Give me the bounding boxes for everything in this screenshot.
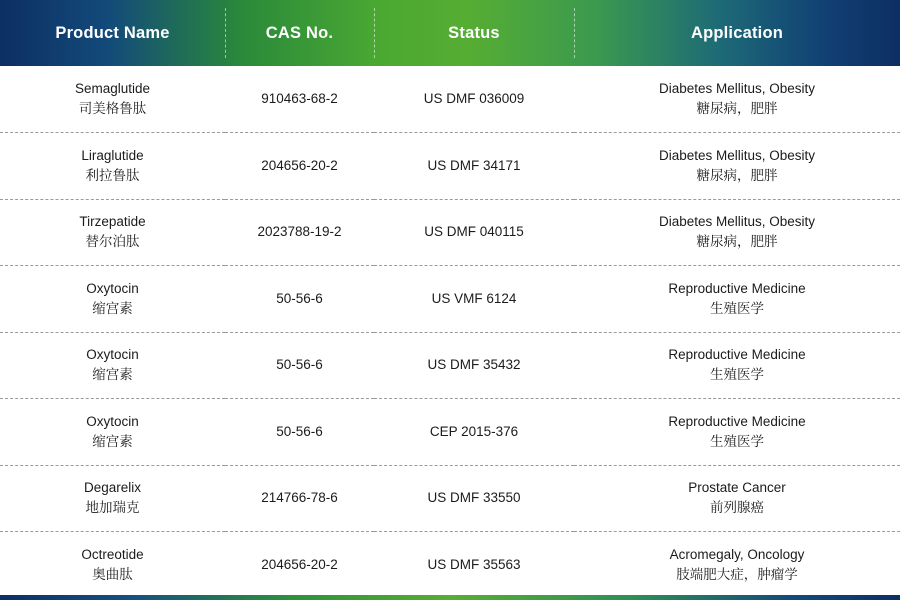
status-cell: US VMF 6124 bbox=[374, 266, 574, 333]
bottom-accent-bar bbox=[0, 595, 900, 600]
application-zh: 生殖医学 bbox=[710, 300, 764, 316]
product-name-zh: 地加瑞克 bbox=[85, 500, 140, 516]
product-name-zh: 缩宫素 bbox=[92, 433, 133, 449]
status-cell: US DMF 34171 bbox=[374, 133, 574, 200]
product-name-cell bbox=[0, 199, 225, 266]
application-zh: 生殖医学 bbox=[710, 367, 764, 383]
table-row bbox=[0, 465, 900, 532]
application-cell bbox=[574, 399, 900, 466]
application-zh: 肢端肥大症，肿瘤学 bbox=[676, 567, 798, 582]
product-name-cell bbox=[0, 266, 225, 333]
product-name-zh: 缩宫素 bbox=[92, 300, 133, 316]
status-cell: US DMF 040115 bbox=[374, 199, 574, 266]
column-header-cas-no: CAS No. bbox=[225, 0, 374, 66]
product-name-zh: 缩宫素 bbox=[92, 367, 133, 383]
column-header-status: Status bbox=[374, 0, 574, 66]
status-cell: US DMF 35563 bbox=[427, 556, 521, 572]
table-body bbox=[0, 66, 900, 598]
application-zh: 糖尿病，肥胖 bbox=[696, 167, 778, 183]
application-cell bbox=[574, 199, 900, 266]
product-name-en: Oxytocin bbox=[86, 413, 139, 429]
product-name-cell bbox=[0, 465, 225, 532]
application-cell bbox=[574, 532, 900, 599]
application-en: Acromegaly, Oncology bbox=[669, 546, 805, 562]
application-zh: 前列腺癌 bbox=[710, 500, 764, 516]
application-en: Reproductive Medicine bbox=[668, 347, 806, 363]
product-name-en: Tirzepatide bbox=[79, 214, 146, 230]
table-header bbox=[0, 0, 900, 66]
product-name-zh: 奥曲肽 bbox=[92, 567, 133, 582]
table-row bbox=[0, 532, 900, 599]
cas-no-cell: 204656-20-2 bbox=[261, 556, 338, 572]
column-header-product-name: Product Name bbox=[55, 23, 170, 42]
table-row bbox=[0, 133, 900, 200]
application-en: Reproductive Medicine bbox=[668, 413, 806, 429]
application-zh: 糖尿病，肥胖 bbox=[696, 101, 778, 116]
application-cell bbox=[574, 66, 900, 133]
product-name-en: Liraglutide bbox=[81, 147, 144, 163]
product-name-en: Oxytocin bbox=[86, 347, 139, 363]
table-row bbox=[0, 399, 900, 466]
cas-no-cell: 214766-78-6 bbox=[225, 465, 374, 532]
status-cell: CEP 2015-376 bbox=[374, 399, 574, 466]
application-en: Prostate Cancer bbox=[688, 480, 786, 496]
status-cell: US DMF 036009 bbox=[374, 66, 574, 133]
product-name-en: Oxytocin bbox=[86, 280, 139, 296]
product-name-cell bbox=[0, 399, 225, 466]
product-name-cell bbox=[0, 332, 225, 399]
product-name-cell bbox=[0, 66, 225, 133]
table-row bbox=[0, 266, 900, 333]
status-cell: US DMF 35432 bbox=[374, 332, 574, 399]
cas-no-cell: 910463-68-2 bbox=[225, 66, 374, 133]
application-en: Diabetes Mellitus, Obesity bbox=[658, 214, 816, 230]
table-row bbox=[0, 332, 900, 399]
product-name-en: Degarelix bbox=[83, 480, 142, 496]
application-cell bbox=[574, 133, 900, 200]
status-cell: US DMF 33550 bbox=[374, 465, 574, 532]
cas-no-cell: 2023788-19-2 bbox=[225, 199, 374, 266]
header-row bbox=[0, 0, 900, 66]
application-en: Diabetes Mellitus, Obesity bbox=[658, 147, 816, 163]
table-row bbox=[0, 66, 900, 133]
application-cell bbox=[574, 465, 900, 532]
application-zh: 生殖医学 bbox=[710, 433, 764, 449]
cas-no-cell: 50-56-6 bbox=[225, 332, 374, 399]
cas-no-cell: 50-56-6 bbox=[225, 266, 374, 333]
application-en: Diabetes Mellitus, Obesity bbox=[658, 80, 816, 96]
application-en: Reproductive Medicine bbox=[668, 280, 806, 296]
product-name-cell bbox=[0, 532, 225, 599]
cas-no-cell: 50-56-6 bbox=[225, 399, 374, 466]
product-name-en: Octreotide bbox=[81, 546, 144, 562]
product-name-zh: 利拉鲁肽 bbox=[85, 167, 140, 183]
product-name-zh: 司美格鲁肽 bbox=[78, 101, 147, 116]
cas-no-cell: 204656-20-2 bbox=[225, 133, 374, 200]
application-zh: 糖尿病，肥胖 bbox=[696, 234, 778, 250]
product-name-zh: 替尔泊肽 bbox=[85, 234, 140, 250]
application-cell bbox=[574, 332, 900, 399]
application-cell bbox=[574, 266, 900, 333]
column-header-application: Application bbox=[574, 0, 900, 66]
table-row bbox=[0, 199, 900, 266]
product-name-en: Semaglutide bbox=[74, 80, 151, 96]
product-name-cell bbox=[0, 133, 225, 200]
